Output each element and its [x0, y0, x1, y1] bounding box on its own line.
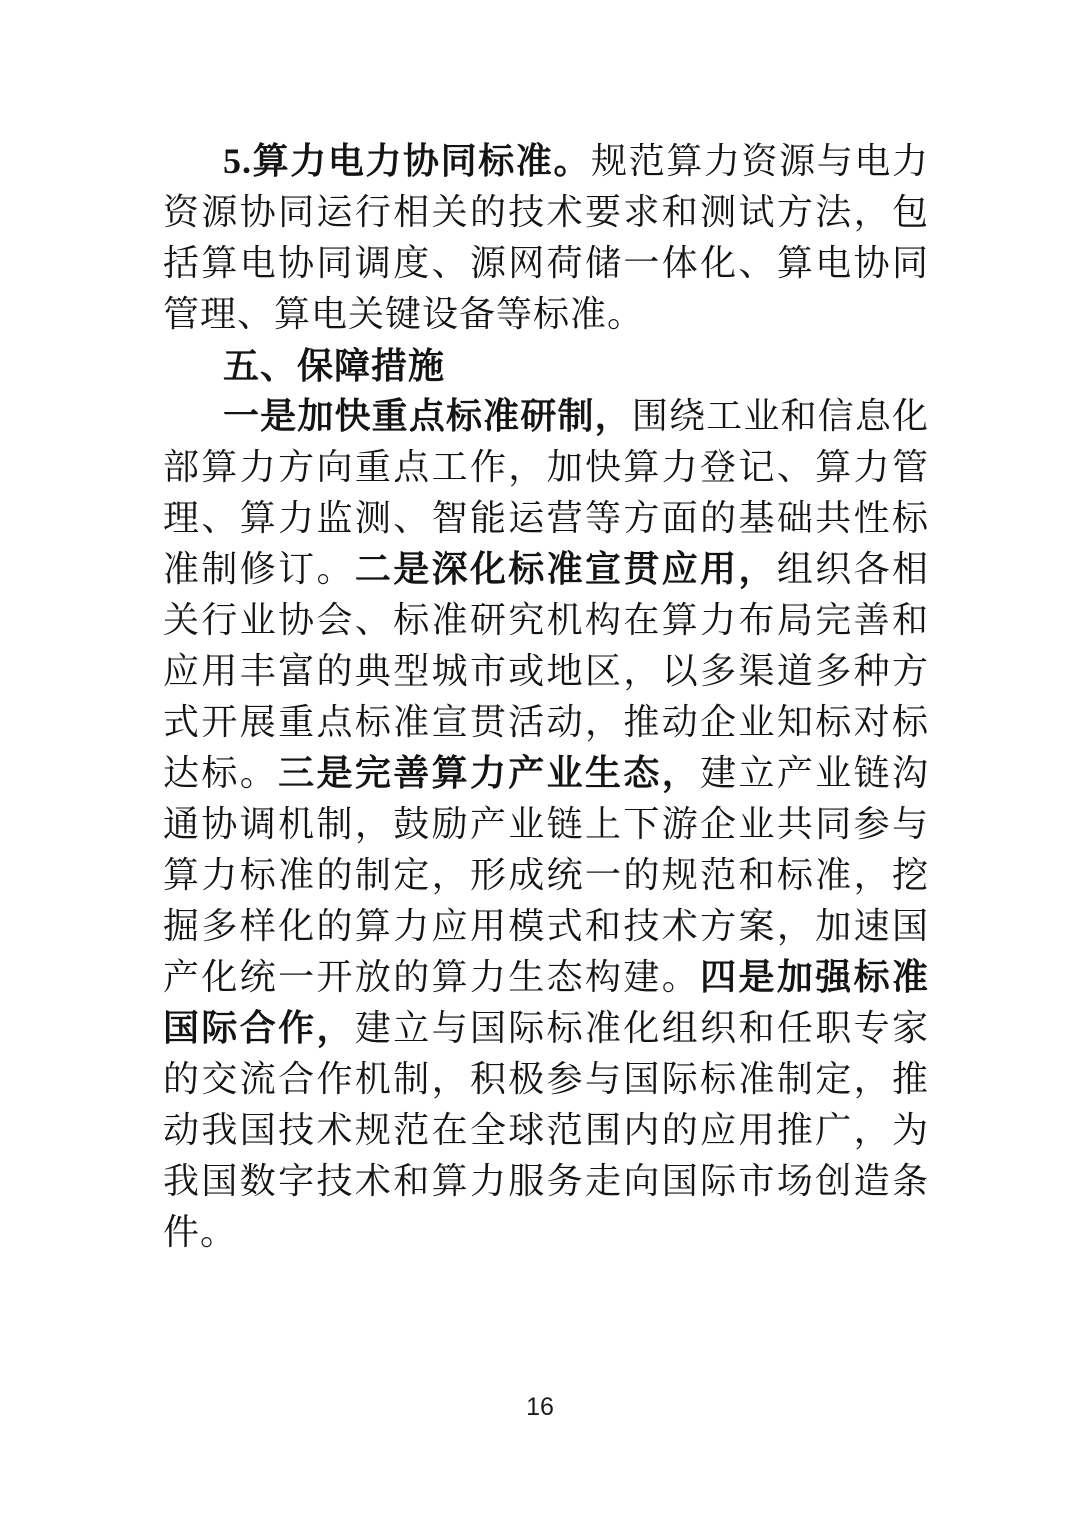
bold-text-run: 三是完善算力产业生态， [278, 753, 701, 793]
text-run: 规范算力资源与电力资源协同运行相关的技术要求和测试方法，包括算电协同调度、源网荷储一体化、算电协同管理、算电关键设备等标准。 [163, 141, 929, 334]
bold-text-run: 二是深化标准宣贯应用， [354, 549, 777, 589]
page-number: 16 [526, 1393, 554, 1421]
document-body [163, 136, 929, 1258]
bold-text-run: 四是加强标准国际合作， [163, 957, 929, 1048]
paragraph [163, 391, 929, 1258]
text-run: 建立产业链沟通协调机制，鼓励产业链上下游企业共同参与算力标准的制定，形成统一的规范和标准，挖掘多样化的算力应用模式和技术方案，加速国产化统一开放的算力生态构建。 [163, 753, 929, 997]
bold-text-run: 5.算力电力协同标准。 [223, 141, 592, 181]
text-run: 建立与国际标准化组织和任职专家的交流合作机制，积极参与国际标准制定，推动我国技术规范在全球范围内的应用推广，为我国数字技术和算力服务走向国际市场创造条件。 [163, 1008, 929, 1252]
text-run: 组织各相关行业协会、标准研究机构在算力布局完善和应用丰富的典型城市或地区，以多渠道多种方式开展重点标准宣贯活动，推动企业知标对标达标。 [163, 549, 929, 793]
text-run: 围绕工业和信息化部算力方向重点工作，加快算力登记、算力管理、算力监测、智能运营等方面的基础共性标准制修订。 [163, 396, 929, 589]
paragraph [163, 136, 929, 340]
bold-text-run: 五、保障措施 [223, 345, 446, 386]
bold-text-run: 一是加快重点标准研制， [223, 396, 632, 436]
section-heading [163, 340, 929, 391]
